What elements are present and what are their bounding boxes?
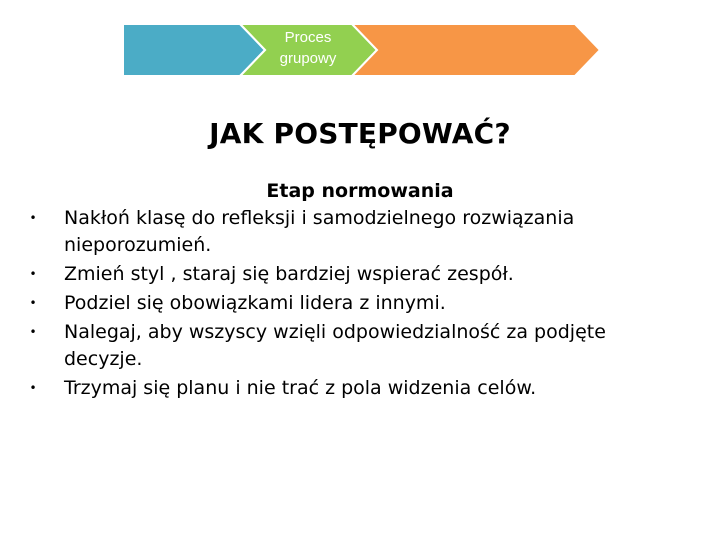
bullet-dot-icon: •: [29, 211, 37, 225]
bullet-item: [26, 319, 686, 373]
bullet-text: Nalegaj, aby wszyscy wzięli odpowiedzialność za podjęte decyzje.: [64, 321, 606, 370]
bullet-dot-icon: •: [29, 381, 37, 395]
bullet-item: [26, 205, 686, 259]
bullet-dot-icon: •: [29, 267, 37, 281]
bullet-text: Podziel się obowiązkami lidera z innymi.: [64, 292, 446, 314]
bullet-item: [26, 261, 686, 288]
bullet-text: Trzymaj się planu i nie trać z pola widzenia celów.: [64, 377, 537, 399]
process-step-label-line1: Proces: [284, 29, 332, 46]
bullet-dot-icon: •: [29, 296, 37, 310]
bullet-text: Nakłoń klasę do refleksji i samodzielnego rozwiązania nieporozumień.: [64, 207, 575, 256]
bullet-item: [26, 290, 686, 317]
process-step-1: [123, 24, 265, 76]
slide-title: JAK POSTĘPOWAĆ?: [209, 117, 511, 150]
bullet-item: [26, 375, 686, 402]
process-step-label: [250, 27, 366, 69]
process-step-3: [352, 24, 600, 76]
bullet-dot-icon: •: [29, 325, 37, 339]
bullet-list: [26, 205, 686, 404]
process-step-label-line2: grupowy: [279, 50, 337, 67]
bullet-text: Zmień styl , staraj się bardziej wspierać zespół.: [64, 263, 514, 285]
slide-subtitle: Etap normowania: [266, 180, 454, 202]
